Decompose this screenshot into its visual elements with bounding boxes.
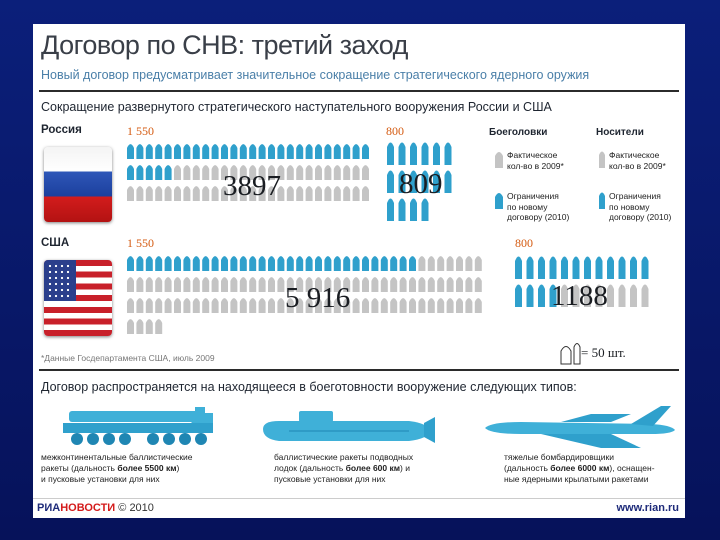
infographic-card [33,24,685,518]
warhead-icon [428,298,435,313]
legend-carrier-actual-icon [599,150,605,168]
warhead-icon [362,165,369,180]
russia-warheads-limit: 1 550 [127,124,154,138]
carrier-icon [642,256,649,279]
usa-warheads-actual: 5 916 [285,282,351,314]
type-caption-bomber [504,452,655,485]
warhead-icon [428,277,435,292]
warhead-icon [193,298,200,313]
legend-warhead-limit-icon [495,191,503,209]
warhead-icon [409,256,416,271]
warhead-icon [343,165,350,180]
warhead-icon [371,298,378,313]
warhead-icon [193,186,200,201]
warhead-icon [418,277,425,292]
warhead-icon [146,319,153,334]
warhead-icon [146,298,153,313]
warhead-icon [240,277,247,292]
section-title: Сокращение развернутого стратегического наступательного вооружения России и США [41,100,552,114]
warhead-icon [306,256,313,271]
warhead-icon [465,298,472,313]
warhead-icon [390,298,397,313]
carrier-icon [630,256,637,279]
carrier-icon [561,256,568,279]
submarine-icon [259,409,435,445]
russia-flag-icon [44,147,112,222]
warhead-icon [277,144,284,159]
caption-text: (дальность [504,463,551,473]
warhead-icon [465,277,472,292]
warhead-icon [353,186,360,201]
warhead-icon [174,298,181,313]
warhead-icon [381,298,388,313]
warhead-icon [249,144,256,159]
warhead-icon [230,256,237,271]
warhead-icon [165,144,172,159]
warhead-icon [155,144,162,159]
carrier-icon [387,198,394,221]
carrier-icon [630,284,637,307]
warhead-icon [193,256,200,271]
warhead-icon [362,144,369,159]
warhead-icon [249,277,256,292]
warhead-icon [174,144,181,159]
carrier-icon [445,142,452,165]
carrier-icon [527,284,534,307]
warhead-icon [381,277,388,292]
usa-flag-icon [44,260,112,336]
copyright: © 2010 [118,502,154,514]
warhead-icon [127,277,134,292]
warhead-icon [353,277,360,292]
warhead-icon [259,277,266,292]
carrier-icon [550,256,557,279]
warhead-icon [268,256,275,271]
bomber-icon [481,404,677,452]
carrier-icon [422,142,429,165]
warhead-icon [183,186,190,201]
warhead-icon [353,144,360,159]
warhead-icon [202,186,209,201]
warhead-icon [146,144,153,159]
warhead-icon [381,256,388,271]
warhead-icon [183,144,190,159]
warhead-icon [212,186,219,201]
warhead-icon [390,277,397,292]
caption-range: более 5500 км [117,463,177,473]
warhead-icon [136,319,143,334]
warhead-icon [353,298,360,313]
caption-text: ) [176,463,180,473]
warhead-icon [334,144,341,159]
warhead-icon [155,277,162,292]
warhead-icon [155,319,162,334]
warhead-icon [193,277,200,292]
warhead-icon [240,144,247,159]
warhead-icon [362,277,369,292]
warhead-icon [202,298,209,313]
scale-icons [561,342,581,364]
warhead-icon [428,256,435,271]
icbm-launcher-icon [63,407,213,449]
page-title: Договор по СНВ: третий заход [41,30,408,60]
warhead-icon [174,186,181,201]
carrier-icon [607,256,614,279]
warhead-icon [343,144,350,159]
warhead-icon [475,256,482,271]
warhead-icon [193,144,200,159]
warhead-icon [324,256,331,271]
carrier-icon [387,142,394,165]
carrier-icon [527,256,534,279]
warhead-icon [315,144,322,159]
legend-carriers-actual: Фактическое кол-во в 2009* [609,150,666,171]
carrier-icon [538,284,545,307]
warhead-icon [183,256,190,271]
warhead-icon [400,298,407,313]
warhead-icon [136,165,143,180]
warhead-icon [447,256,454,271]
warhead-icon [362,298,369,313]
caption-line: межконтинентальные баллистические [41,452,193,462]
warhead-icon [456,298,463,313]
warhead-icon [240,298,247,313]
warhead-icon [277,256,284,271]
warhead-icon [371,256,378,271]
warhead-icon [221,277,228,292]
warhead-icon [456,277,463,292]
warhead-icon [315,186,322,201]
warhead-icon [268,298,275,313]
warhead-icon [127,319,134,334]
caption-text: ) и [400,463,410,473]
carrier-icon [399,198,406,221]
warhead-icon [447,298,454,313]
type-caption-icbm [41,452,193,485]
logo-ria: РИА [37,502,61,514]
warhead-icon [268,277,275,292]
carrier-icon [515,256,522,279]
warhead-icon [249,256,256,271]
warhead-icon [371,277,378,292]
warhead-icon [437,277,444,292]
warhead-icon [475,277,482,292]
warhead-icon [136,256,143,271]
carrier-icon [619,256,626,279]
warhead-icon [296,186,303,201]
country-label-usa: США [41,237,70,249]
warhead-icon [353,256,360,271]
warhead-icon [230,298,237,313]
carrier-icon [607,284,614,307]
type-caption-slbm [274,452,413,485]
warhead-icon [418,256,425,271]
carrier-icon [573,256,580,279]
scale-label: = 50 шт. [581,345,626,360]
warhead-icon [437,256,444,271]
warhead-icon [221,298,228,313]
warhead-icon [202,256,209,271]
legend-warhead-actual-icon [495,150,503,168]
warhead-icon [315,165,322,180]
warhead-icon [146,165,153,180]
legend-warheads-header: Боеголовки [489,127,548,138]
warhead-icon [362,256,369,271]
warhead-icon [306,186,313,201]
warhead-icon [306,165,313,180]
warhead-icon [409,277,416,292]
carrier-icon [515,284,522,307]
warhead-icon [146,256,153,271]
warhead-icon [155,165,162,180]
warhead-icon [390,256,397,271]
carrier-icon [619,284,626,307]
warhead-icon [324,165,331,180]
warhead-icon [212,298,219,313]
warhead-icon [287,186,294,201]
divider [39,90,679,92]
warhead-icon [324,144,331,159]
usa-warheads-limit: 1 550 [127,236,154,250]
warhead-icon [155,298,162,313]
footer [33,498,685,518]
warhead-icon [400,277,407,292]
caption-line: пусковые установки для них [274,474,386,484]
warhead-icon [212,256,219,271]
warhead-icon [212,277,219,292]
warhead-icon [136,144,143,159]
warhead-icon [193,165,200,180]
warhead-icon [183,165,190,180]
warhead-icon [165,186,172,201]
section2-title: Договор распространяется на находящееся в боеготовности вооружение следующих типов: [41,380,577,394]
warhead-icon [183,298,190,313]
warhead-icon [324,186,331,201]
warhead-icon [334,186,341,201]
warhead-icon [287,165,294,180]
warhead-icon [447,277,454,292]
warhead-icon [202,277,209,292]
caption-line: тяжелые бомбардировщики [504,452,614,462]
russia-carriers-actual: 809 [399,168,443,200]
caption-text: ракеты (дальность [41,463,118,473]
caption-line [274,463,413,474]
carrier-icon [410,198,417,221]
warhead-icon [287,144,294,159]
source-link[interactable]: www.rian.ru [616,502,679,514]
warhead-icon [212,165,219,180]
carrier-icon [422,198,429,221]
carrier-icon [596,256,603,279]
warhead-icon [136,298,143,313]
warhead-icon [146,186,153,201]
warhead-icon [259,144,266,159]
warhead-icon [165,277,172,292]
logo-novosti: НОВОСТИ [60,502,116,514]
warhead-icon [277,277,284,292]
country-label-russia: Россия [41,124,82,136]
legend-warheads-actual: Фактическое кол-во в 2009* [507,150,564,171]
warhead-icon [146,277,153,292]
caption-range: более 6000 км [550,463,610,473]
caption-range: более 600 км [345,463,401,473]
warhead-icon [409,298,416,313]
carrier-icon [387,170,394,193]
warhead-icon [174,256,181,271]
russia-carriers-limit: 800 [386,124,404,138]
warhead-icon [306,144,313,159]
warhead-icon [165,165,172,180]
carrier-icon [642,284,649,307]
warhead-icon [202,165,209,180]
carrier-icon [410,142,417,165]
warhead-icon [315,256,322,271]
footnote: *Данные Госдепартамента США, июль 2009 [41,353,215,363]
carrier-icon [538,256,545,279]
caption-text: лодок (дальность [274,463,346,473]
russia-warheads-actual: 3897 [223,170,281,202]
warhead-icon [212,144,219,159]
legend-warheads-limit: Ограничения по новому договору (2010) [507,191,570,222]
caption-text: ), оснащен- [609,463,655,473]
caption-line: баллистические ракеты подводных [274,452,414,462]
warhead-icon [296,256,303,271]
warhead-icon [230,277,237,292]
warhead-icon [287,256,294,271]
warhead-icon [456,256,463,271]
divider [39,369,679,371]
warhead-icon [343,256,350,271]
warhead-icon [183,277,190,292]
warhead-icon [362,186,369,201]
warhead-icon [343,186,350,201]
warhead-icon [334,256,341,271]
carrier-icon [445,170,452,193]
warhead-icon [296,165,303,180]
carrier-icon [433,142,440,165]
warhead-icon [165,298,172,313]
warhead-icon [155,186,162,201]
warhead-icon [277,298,284,313]
warhead-icon [268,144,275,159]
page-subtitle: Новый договор предусматривает значительное сокращение стратегического ядерного оружия [41,68,590,82]
warhead-icon [400,256,407,271]
caption-line: и пусковые установки для них [41,474,160,484]
warhead-icon [155,256,162,271]
warhead-icon [259,256,266,271]
warhead-icon [296,144,303,159]
warhead-icon [174,165,181,180]
warhead-icon [221,256,228,271]
legend-carrier-limit-icon [599,191,605,209]
warhead-icon [475,298,482,313]
warhead-icon [127,256,134,271]
warhead-icon [174,277,181,292]
warhead-icon [437,298,444,313]
warhead-icon [127,186,134,201]
warhead-icon [465,256,472,271]
warhead-icon [136,277,143,292]
ria-logo [37,502,154,514]
warhead-icon [418,298,425,313]
warhead-icon [240,256,247,271]
warhead-icon [230,144,237,159]
warhead-icon [127,298,134,313]
warhead-icon [249,298,256,313]
warhead-icon [353,165,360,180]
caption-line: ные ядерными крылатыми ракетами [504,474,649,484]
legend-carriers-limit: Ограничения по новому договору (2010) [609,191,672,222]
warhead-icon [221,144,228,159]
usa-carriers-actual: 1188 [551,280,608,312]
warhead-icon [165,256,172,271]
usa-carriers-limit: 800 [515,236,533,250]
warhead-icon [127,144,134,159]
caption-line [504,463,655,474]
warhead-icon [259,298,266,313]
caption-line [41,463,193,474]
warhead-icon [202,144,209,159]
carrier-icon [584,256,591,279]
warhead-icon [334,165,341,180]
legend-carriers-header: Носители [596,127,644,138]
carrier-icon [399,142,406,165]
warhead-icon [136,186,143,201]
warhead-icon [127,165,134,180]
